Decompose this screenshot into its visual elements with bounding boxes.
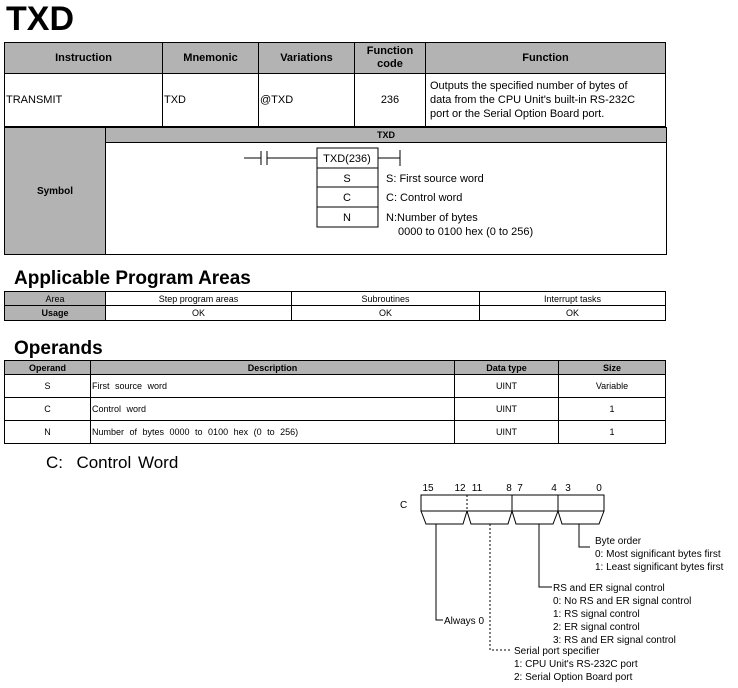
function-line-2: data from the CPU Unit's built-in RS-232C (430, 94, 636, 106)
cell-instruction: TRANSMIT (5, 74, 163, 127)
operand-cell: C (5, 398, 91, 421)
leader-always0 (436, 524, 443, 620)
leader-rs-er (539, 524, 552, 587)
byte-order-title: Byte order (595, 536, 642, 547)
areas-table (4, 291, 666, 321)
header-mnemonic: Mnemonic (163, 43, 259, 74)
bracket-3 (512, 511, 558, 524)
box-title: TXD(236) (323, 153, 371, 165)
bit-0: 0 (596, 483, 602, 494)
bit-12: 12 (454, 483, 466, 494)
desc-n2: 0000 to 0100 hex (0 to 256) (398, 226, 534, 238)
cell-mnemonic: TXD (163, 74, 259, 127)
areas-value-int: OK (480, 306, 666, 321)
port-2: 2: Serial Option Board port (514, 672, 633, 683)
desc-cell: Number of bytes 0000 to 0100 hex (0 to 256) (91, 421, 455, 444)
areas-header-area: Area (5, 292, 106, 306)
operands-header-operand: Operand (5, 361, 91, 375)
desc-n1: N:Number of bytes (386, 212, 478, 224)
cw-label: C (400, 500, 408, 511)
operands-heading: Operands (14, 338, 103, 359)
bracket-2 (467, 511, 512, 524)
desc-cell: First source word (91, 375, 455, 398)
port-title: Serial port specifier (514, 646, 600, 657)
box-operand-s: S (343, 173, 351, 185)
type-cell: UINT (455, 375, 559, 398)
header-instruction: Instruction (5, 43, 163, 74)
bracket-4 (558, 511, 604, 524)
port-1: 1: CPU Unit's RS-232C port (514, 659, 638, 670)
control-word-heading: C: Control Word (46, 453, 179, 472)
areas-header-step: Step program areas (106, 292, 292, 306)
size-cell: 1 (559, 398, 666, 421)
box-operand-c: C (343, 192, 351, 204)
type-cell: UINT (455, 398, 559, 421)
table-row (5, 398, 666, 421)
header-function-code-line2: code (377, 58, 403, 70)
byte-order-1: 1: Least significant bytes first (595, 562, 724, 573)
header-function-code-line1: Function (366, 45, 414, 57)
areas-value-step: OK (106, 306, 292, 321)
desc-cell: Control word (91, 398, 455, 421)
type-cell: UINT (455, 421, 559, 444)
size-cell: 1 (559, 421, 666, 444)
bit-3: 3 (565, 483, 571, 494)
page-title: TXD (6, 0, 74, 38)
cell-function-code: 236 (355, 74, 426, 127)
symbol-header-text: TXD (377, 130, 395, 140)
areas-header-sub: Subroutines (292, 292, 480, 306)
operand-cell: S (5, 375, 91, 398)
byte-order-0: 0: Most significant bytes first (595, 549, 721, 560)
operands-header-type: Data type (455, 361, 559, 375)
bit-11: 11 (471, 483, 483, 494)
leader-port (490, 524, 510, 650)
operand-cell: N (5, 421, 91, 444)
box-operand-n: N (343, 212, 351, 224)
leader-byte-order (579, 524, 590, 547)
operands-header-desc: Description (91, 361, 455, 375)
operands-table (4, 360, 666, 444)
cell-variations: @TXD (259, 74, 355, 127)
rs-er-title: RS and ER signal control (553, 583, 665, 594)
bit-15: 15 (422, 483, 434, 494)
areas-heading: Applicable Program Areas (14, 268, 251, 289)
header-function: Function (426, 43, 666, 74)
function-line-3: port or the Serial Option Board port. (430, 108, 605, 120)
symbol-label: Symbol (36, 185, 74, 197)
rs-er-1: 1: RS signal control (553, 609, 640, 620)
bracket-1 (421, 511, 467, 524)
ladder-symbol (0, 0, 738, 260)
header-variations: Variations (259, 43, 355, 74)
operands-header-size: Size (559, 361, 666, 375)
always-0: Always 0 (444, 616, 485, 627)
control-word-diagram (0, 470, 738, 688)
table-row (5, 375, 666, 398)
bit-4: 4 (551, 483, 557, 494)
table-row (5, 421, 666, 444)
rs-er-3: 3: RS and ER signal control (553, 635, 676, 646)
size-cell: Variable (559, 375, 666, 398)
rs-er-0: 0: No RS and ER signal control (553, 596, 692, 607)
rs-er-2: 2: ER signal control (553, 622, 640, 633)
desc-c: C: Control word (386, 192, 463, 204)
areas-row-label: Usage (5, 306, 106, 321)
areas-value-sub: OK (292, 306, 480, 321)
bit-7: 7 (517, 483, 523, 494)
desc-s: S: First source word (386, 173, 484, 185)
areas-header-int: Interrupt tasks (480, 292, 666, 306)
bit-8: 8 (506, 483, 512, 494)
function-line-1: Outputs the specified number of bytes of (430, 80, 628, 92)
